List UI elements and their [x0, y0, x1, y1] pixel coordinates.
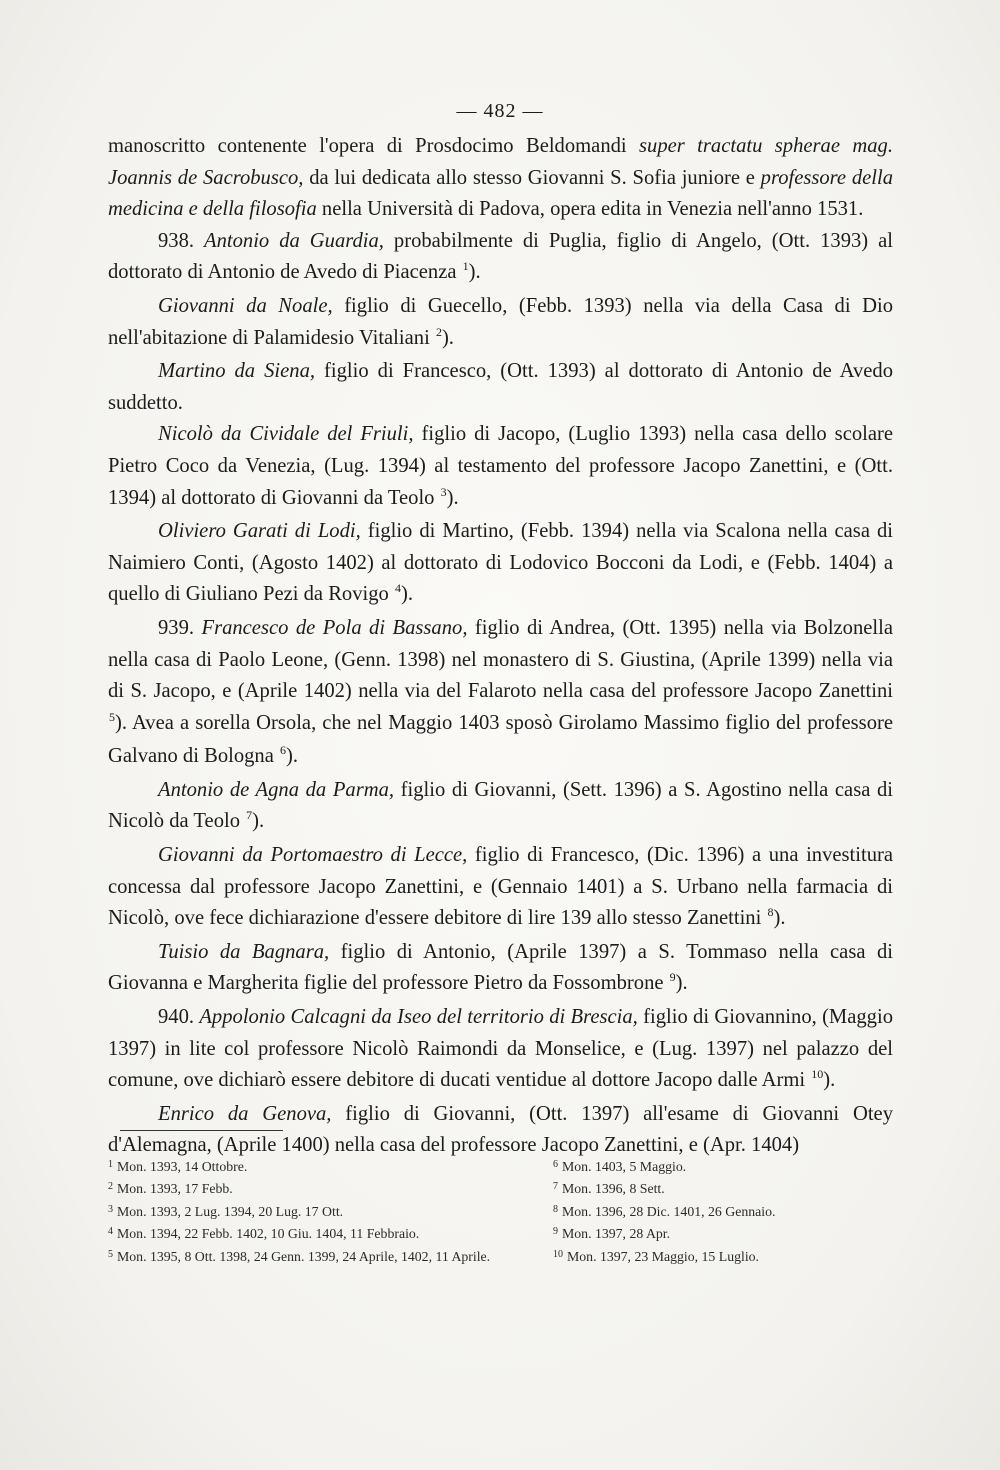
footnote-text: Mon. 1394, 22 Febb. 1402, 10 Giu. 1404, 11 Febbraio. [117, 1226, 420, 1242]
footnote [108, 1202, 498, 1224]
text-run: ). [401, 583, 414, 606]
text-run: 938. [158, 229, 205, 252]
footnote [553, 1247, 893, 1269]
person-name: Antonio da Guardia, [204, 229, 384, 252]
footnote-ref: 1 [462, 259, 469, 274]
text-run: ). [675, 972, 688, 995]
footnote-number: 1 [108, 1159, 113, 1170]
footnote [553, 1202, 893, 1224]
paragraph [108, 775, 893, 840]
paragraph [108, 419, 893, 516]
text-run: nella Università di Padova, opera edita in Venezia nell'anno 1531. [316, 198, 864, 221]
footnote [553, 1224, 893, 1246]
person-name: Oliviero Garati di Lodi, [158, 520, 361, 543]
text-run: ). [252, 810, 265, 833]
person-name: Appolonio Calcagni da Iseo del territorio di Brescia, [199, 1006, 638, 1029]
footnote-text: Mon. 1396, 28 Dic. 1401, 26 Gennaio. [562, 1203, 776, 1219]
footnote-number: 5 [108, 1248, 113, 1260]
footnote-ref: 9 [669, 970, 676, 985]
footnote-text: Mon. 1393, 17 Febb. [117, 1181, 233, 1197]
footnote-ref: 7 [246, 808, 253, 823]
text-run: 939. [158, 616, 202, 639]
footnote [108, 1157, 498, 1179]
text-run: figlio di Andrea, (Ott. 1395) nella via Bolzonella nella casa di Paolo Leone, (Genn. 1398) nel monastero di S. Giustina, (Aprile 1399) nella via di S. Jacopo, e (Aprile 1402) nella via del Falaroto nella casa del professore Jacopo Zanettini [108, 616, 894, 703]
footnote-number: 10 [553, 1248, 563, 1260]
text-run: 940. [158, 1006, 200, 1029]
footnote-ref: 5 [109, 709, 115, 724]
footnote-text: Mon. 1403, 5 Maggio. [562, 1159, 687, 1174]
footnote-text: Mon. 1393, 2 Lug. 1394, 20 Lug. 17 Ott. [117, 1203, 344, 1219]
paragraph [108, 291, 893, 356]
text-run: figlio di Francesco, (Dic. 1396) a una investitura concessa dal professore Jacopo Zanettini, e (Gennaio 1401) a S. Urbano nella farmacia di Nicolò, ove fece dichiarazione d'essere debitore di lire 139 allo stesso Zanettini [108, 844, 893, 930]
footnote-number: 4 [108, 1226, 113, 1238]
footnote [553, 1179, 893, 1201]
paragraph [108, 937, 893, 1002]
page-number: — 482 — [456, 100, 544, 122]
text-run: figlio di Guecello, (Febb. 1393) nella via della Casa di Dio nell'abitazione di Palamidesio Vitaliani [108, 294, 894, 349]
person-name: Giovanni da Portomaestro di Lecce, [158, 844, 468, 867]
text-run: ). [446, 486, 459, 509]
footnote-text: Mon. 1395, 8 Ott. 1398, 24 Genn. 1399, 24 Aprile, 1402, 11 Aprile. [117, 1248, 491, 1264]
footnotes-left [108, 1157, 498, 1269]
footnote-number: 9 [553, 1226, 558, 1238]
paragraph [108, 613, 893, 775]
text-run: figlio di Antonio, (Aprile 1397) a S. Tommaso nella casa di Giovanna e Margherita figlie del professore Pietro da Fossombrone [108, 940, 893, 995]
footnote-ref: 2 [435, 324, 442, 339]
footnote-number: 3 [108, 1203, 113, 1215]
text-run: figlio di Francesco, (Ott. 1393) al dottorato di Antonio de Avedo suddetto. [108, 360, 893, 414]
footnote-ref: 8 [767, 905, 774, 920]
footnote [108, 1224, 498, 1246]
paragraph [108, 356, 893, 419]
footnote-number: 8 [553, 1203, 558, 1215]
text-run: ). [468, 261, 481, 284]
person-name: Antonio de Agna da Parma, [158, 778, 395, 801]
footnote [108, 1179, 498, 1201]
footnote [108, 1247, 498, 1269]
footnote-number: 2 [108, 1181, 113, 1193]
footnote-ref: 10 [811, 1067, 824, 1082]
text-run: da lui dedicata allo stesso Giovanni S. Sofia juniore e [303, 166, 761, 189]
text-run: ). Avea a sorella Orsola, che nel Maggio 1403 sposò Girolamo Massimo figlio del professore Galvano di Bologna [108, 711, 893, 768]
paragraph [108, 131, 893, 226]
footnote-text: Mon. 1393, 14 Ottobre. [117, 1159, 248, 1174]
person-name: Nicolò da Cividale del Friuli, [158, 423, 414, 446]
paragraph [108, 516, 893, 613]
footnote-number: 7 [553, 1181, 558, 1193]
footnotes-right [553, 1157, 893, 1269]
footnote-text: Mon. 1396, 8 Sett. [562, 1181, 665, 1197]
footnote-ref: 4 [395, 581, 401, 596]
footnote-number: 6 [553, 1159, 558, 1170]
text-run: ). [823, 1069, 836, 1092]
text-run: figlio di Jacopo, (Luglio 1393) nella casa dello scolare Pietro Coco da Venezia, (Lug. 1394) al testamento del professore Jacopo Zanettini, e (Ott. 1394) al dottorato di Giovanni da Teolo [108, 423, 893, 509]
text-run: ). [441, 326, 454, 349]
text-run: manoscritto contenente l'opera di Prosdocimo Beldomandi [108, 135, 640, 157]
body-text [108, 131, 893, 1162]
person-name: professore della medicina e della filosofia [108, 166, 893, 221]
footnote-text: Mon. 1397, 23 Maggio, 15 Luglio. [567, 1248, 760, 1264]
text-run: probabilmente di Puglia, figlio di Angelo, (Ott. 1393) al dottorato di Antonio de Avedo di Piacenza [108, 229, 893, 284]
person-name: Francesco de Pola di Bassano, [201, 616, 468, 639]
text-run: figlio di Giovanni, (Sett. 1396) a S. Agostino nella casa di Nicolò da Teolo [108, 778, 893, 833]
footnote-separator [120, 1130, 283, 1131]
text-run: figlio di Giovannino, (Maggio 1397) in lite col professore Nicolò Raimondi da Monselice, e (Lug. 1397) nel palazzo del comune, ove dichiarò essere debitore di ducati ventidue al dottore Jacopo dalle Armi [108, 1006, 893, 1092]
text-run: ). [773, 907, 786, 930]
person-name: Giovanni da Noale, [158, 294, 333, 317]
text-run: figlio di Giovanni, (Ott. 1397) all'esame di Giovanni Otey d'Alemagna, (Aprile 1400) nella casa del professore Jacopo Zanettini, e (Apr. 1404) [108, 1102, 893, 1157]
person-name: Tuisio da Bagnara, [158, 940, 330, 963]
paragraph [108, 840, 893, 937]
paragraph [108, 1002, 893, 1099]
footnote-ref: 6 [280, 743, 287, 758]
text-run: figlio di Martino, (Febb. 1394) nella via Scalona nella casa di Naimiero Conti, (Agosto 1402) al dottorato di Lodovico Bocconi da Lodi, e (Febb. 1404) a quello di Giuliano Pezi da Rovigo [108, 520, 893, 606]
person-name: super tractatu spherae mag. Joannis de Sacrobusco, [108, 135, 893, 189]
paragraph [108, 226, 893, 291]
footnote [553, 1157, 893, 1179]
text-run: ). [286, 745, 299, 768]
person-name: Martino da Siena, [158, 360, 316, 383]
person-name: Enrico da Genova, [158, 1102, 332, 1125]
footnote-ref: 3 [440, 484, 447, 499]
footnote-text: Mon. 1397, 28 Apr. [562, 1226, 671, 1242]
